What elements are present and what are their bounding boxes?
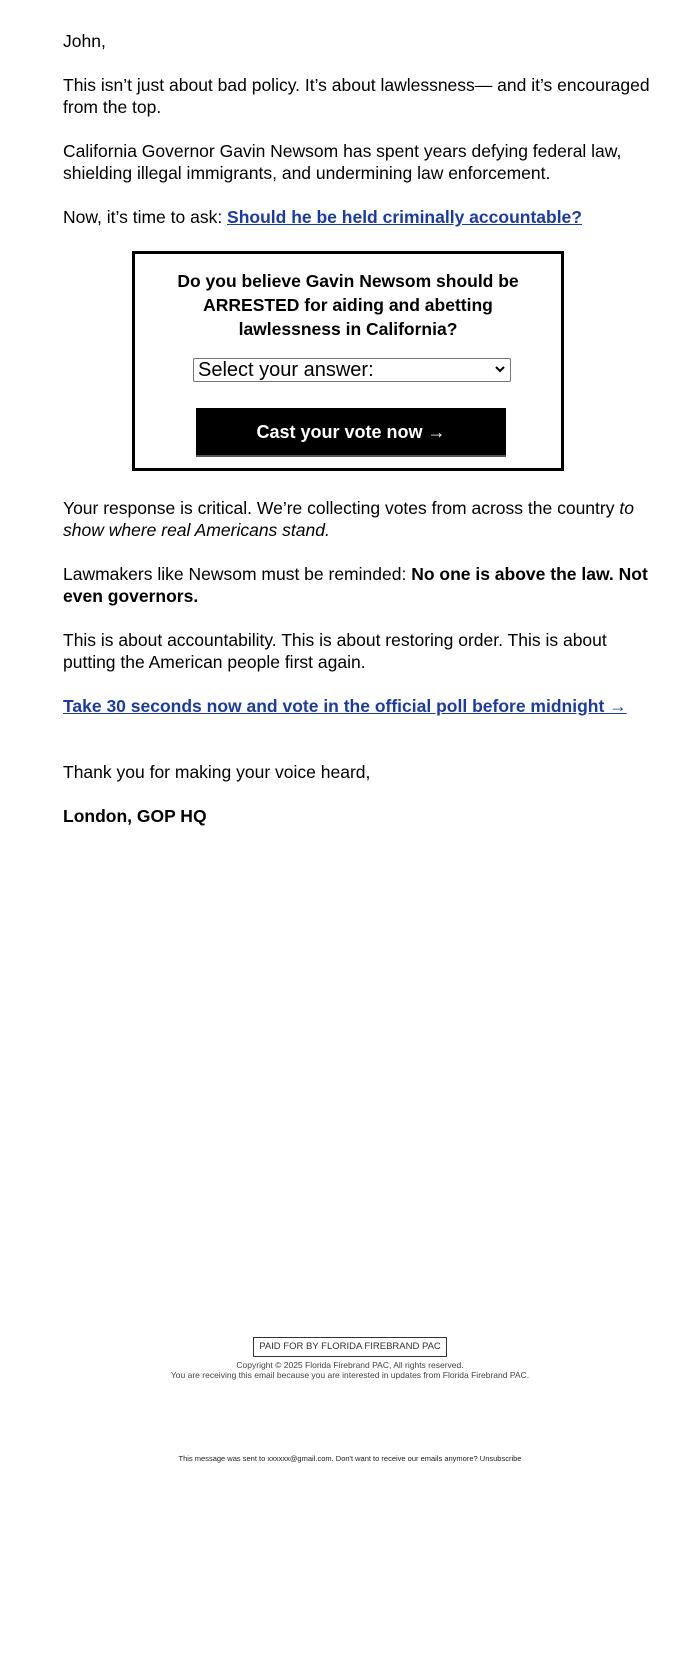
paragraph-critical (63, 497, 653, 541)
paid-for-disclaimer: PAID FOR BY FLORIDA FIREBRAND PAC (253, 1337, 447, 1357)
lawmakers-bold: No one is above the law. Not even governors. (63, 564, 648, 606)
poll-question: Do you believe Gavin Newsom should be ARRESTED for aiding and abetting lawlessness in California? (177, 271, 519, 339)
poll-box (132, 251, 564, 471)
paragraph-lawmakers (63, 563, 653, 607)
subscription-reason: You are receiving this email because you are interested in updates from Florida Firebrand PAC. (170, 1370, 530, 1380)
copyright-text: Copyright © 2025 Florida Firebrand PAC, All rights reserved. (236, 1360, 464, 1370)
chevron-down-icon (494, 363, 506, 375)
lawmakers-text: Lawmakers like Newsom must be reminded: (63, 564, 412, 584)
vote-poll-link[interactable]: Take 30 seconds now and vote in the official poll before midnight → (63, 696, 627, 716)
paragraph-accountability: This is about accountability. This is about restoring order. This is about putting the American people first again. (63, 630, 607, 672)
cast-vote-button[interactable]: Cast your vote now → (196, 408, 506, 457)
question-prefix: Now, it’s time to ask: (63, 207, 228, 227)
answer-select[interactable] (193, 358, 511, 382)
paragraph-lawlessness: This isn’t just about bad policy. It’s about lawlessness— and it’s encouraged from the top. (63, 75, 650, 117)
paragraph-question (63, 206, 653, 228)
accountable-link[interactable]: Should he be held criminally accountable? (227, 207, 582, 227)
answer-select-value: Select your answer: (198, 359, 374, 381)
signature: London, GOP HQ (63, 806, 207, 826)
greeting: John, (63, 31, 106, 51)
unsubscribe-line[interactable]: This message was sent to xxxxxx@gmail.com. Don't want to receive our emails anymore? Unsubscribe (178, 1454, 522, 1463)
critical-italic: to show where real Americans stand. (63, 498, 634, 540)
critical-text: Your response is critical. We’re collecting votes from across the country (63, 498, 620, 518)
closing-text: Thank you for making your voice heard, (63, 762, 371, 782)
paragraph-newsom: California Governor Gavin Newsom has spent years defying federal law, shielding illegal immigrants, and undermining law enforcement. (63, 141, 622, 183)
footer (0, 1336, 700, 1380)
cta-paragraph (63, 695, 653, 717)
